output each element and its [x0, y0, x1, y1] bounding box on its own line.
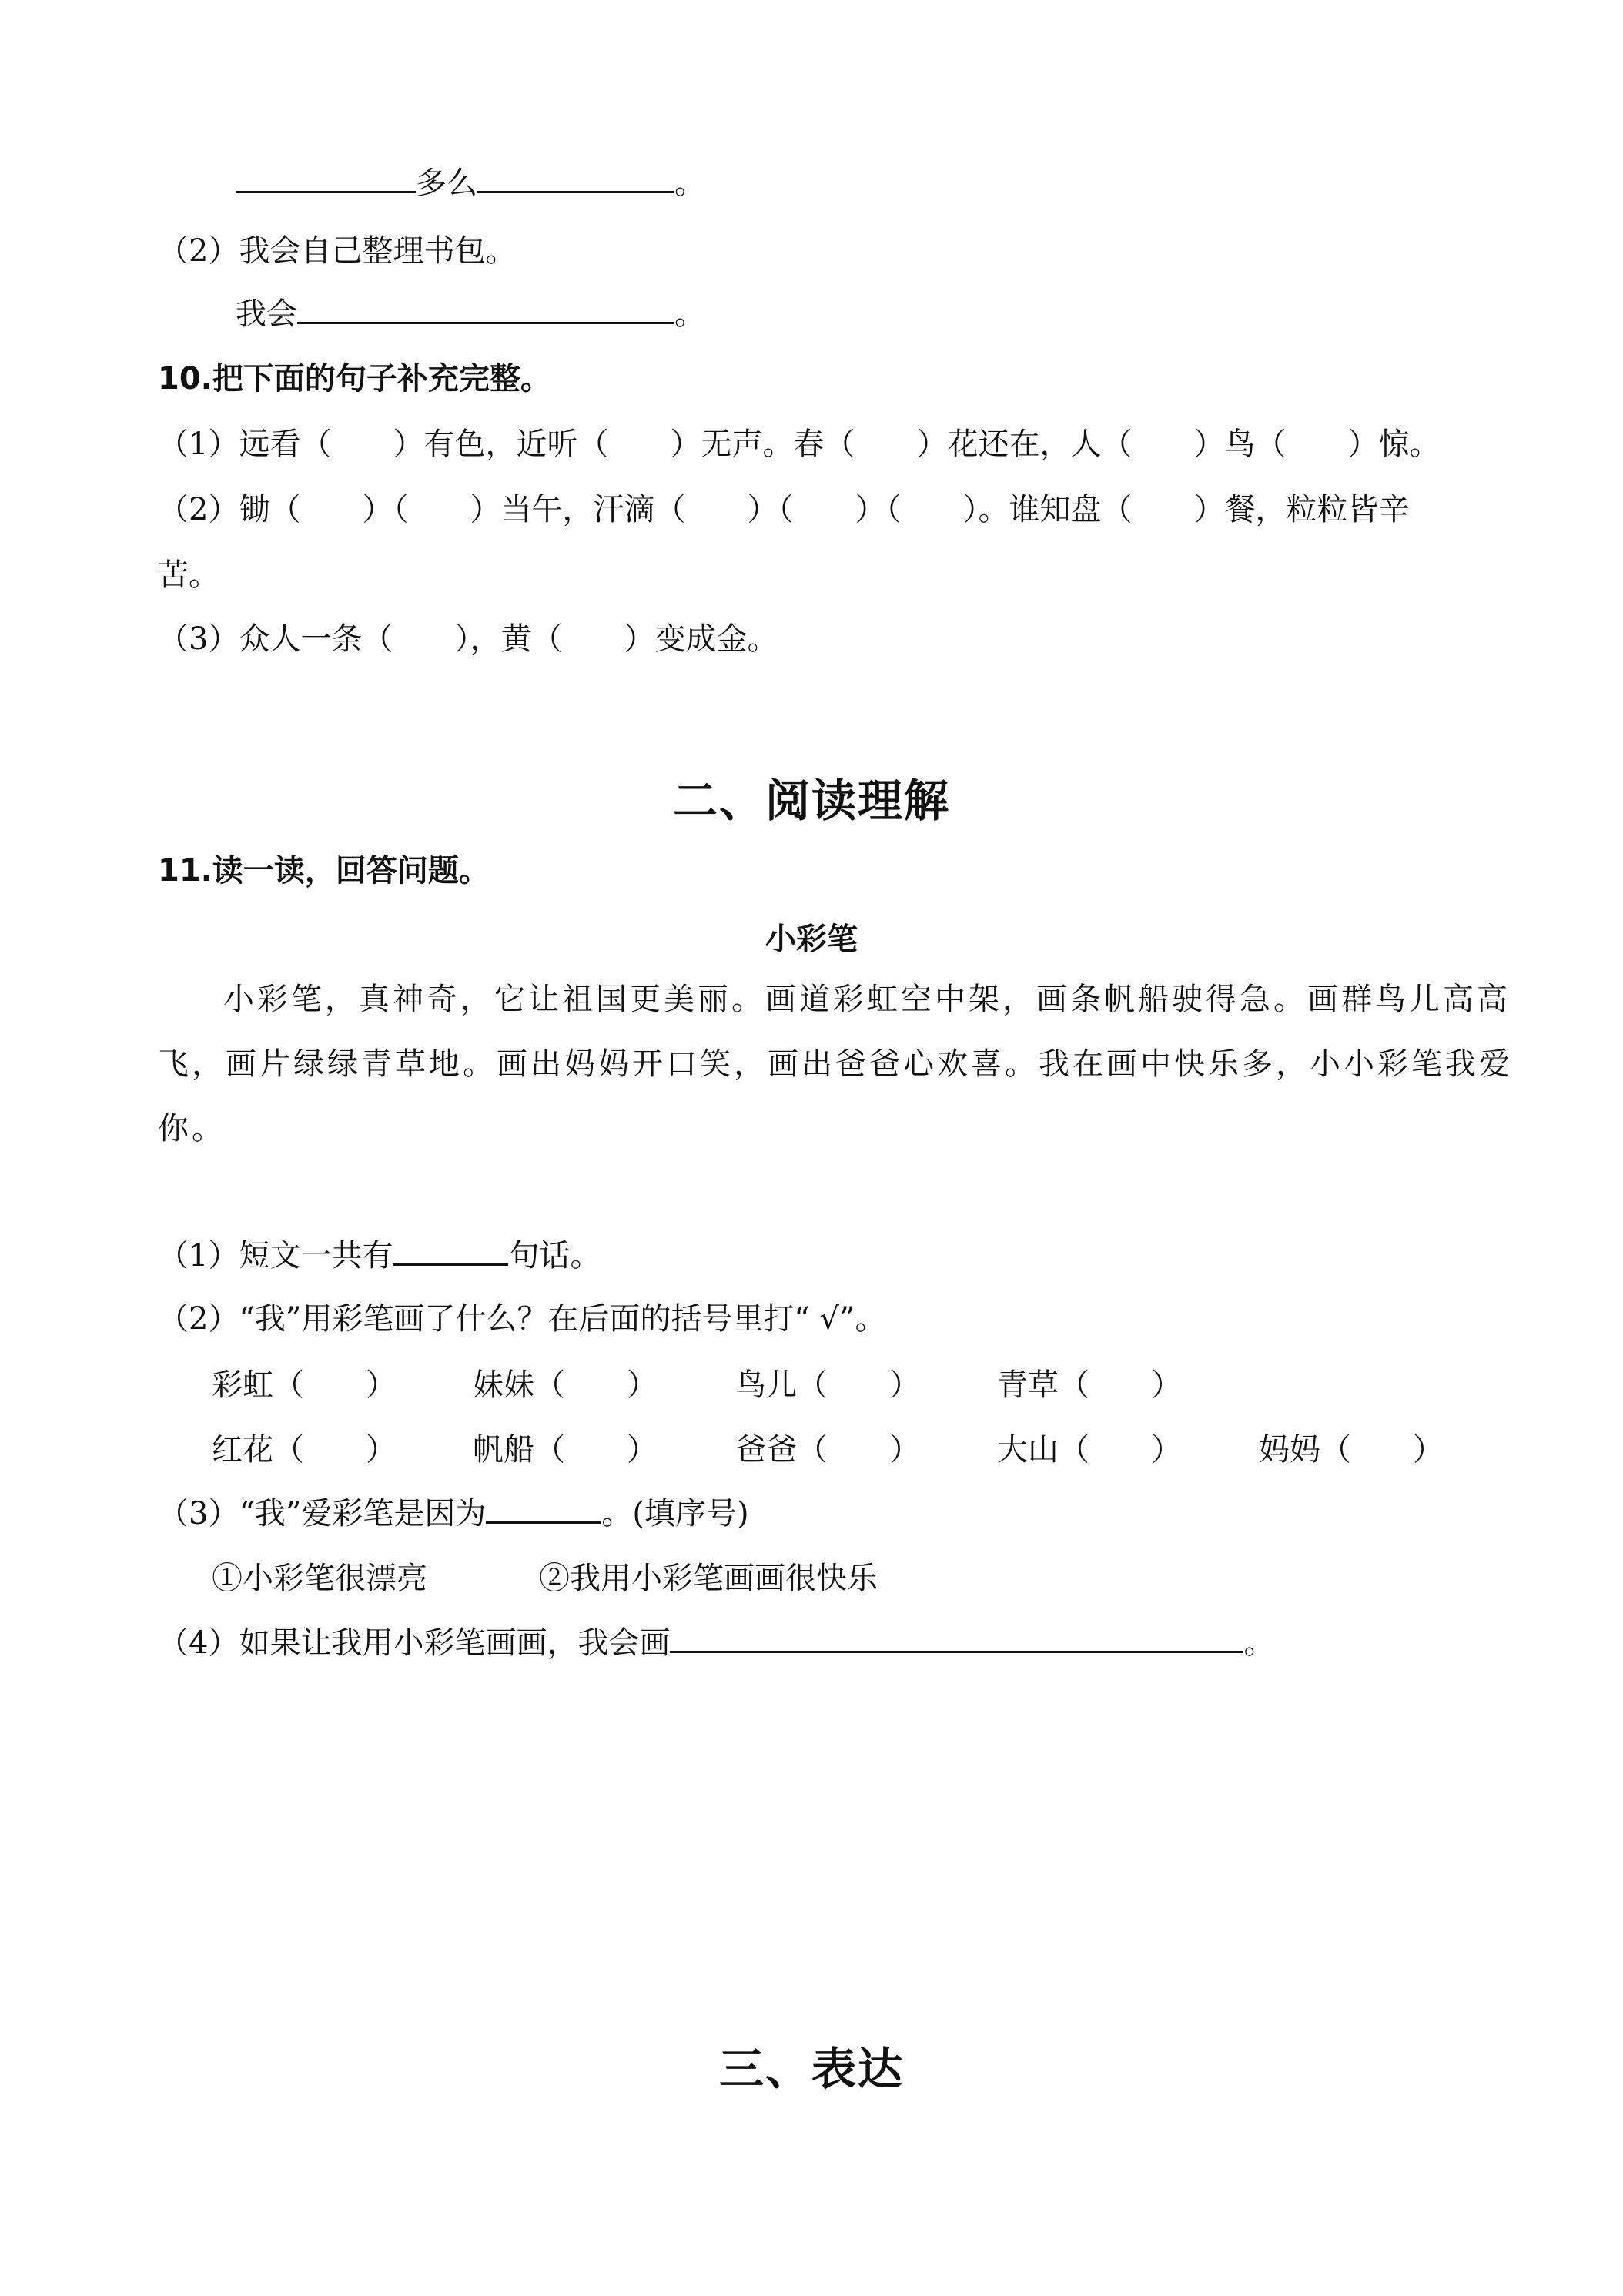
q10-line-3: （3）众人一条（ ），黄（ ）变成金。: [158, 621, 778, 657]
passage-line-3: 你。: [158, 1111, 226, 1146]
option-dashan[interactable]: 大山（ ）: [997, 1432, 1182, 1468]
answer-blank[interactable]: [297, 294, 674, 324]
passage-title: 小彩笔: [765, 922, 858, 957]
option-baba[interactable]: 爸爸（ ）: [735, 1432, 920, 1468]
q10-line-2b: 苦。: [158, 557, 219, 593]
option-meimei[interactable]: 妹妹（ ）: [473, 1367, 658, 1403]
choice-1: ①小彩笔很漂亮: [212, 1561, 427, 1596]
q9-2-answer-line: [236, 294, 705, 333]
option-fanchuan[interactable]: 帆船（ ）: [473, 1432, 658, 1468]
fill-line-duome: [236, 163, 705, 202]
sub-question-2: （2）“我”用彩笔画了什么？在后面的括号里打“ √”。: [158, 1301, 886, 1337]
sub-question-3-text: （3）“我”爱彩笔是因为: [158, 1496, 487, 1531]
sub-question-4-end: 。: [1243, 1625, 1275, 1661]
q10-line-1: （1）远看（ ）有色，近听（ ）无声。春（ ）花还在，人（ ）鸟（ ）惊。: [158, 427, 1441, 462]
sub-question-3-end: 。(填序号): [601, 1496, 749, 1531]
section-3-heading: 三、表达: [718, 2043, 904, 2095]
sub-question-4-text: （4）如果让我用小彩笔画画，我会画: [158, 1625, 671, 1661]
choice-2: ②我用小彩笔画画很快乐: [539, 1561, 878, 1596]
option-niaoer[interactable]: 鸟儿（ ）: [735, 1367, 920, 1403]
answer-blank[interactable]: [393, 1236, 508, 1266]
q9-2-prompt: （2）我会自己整理书包。: [158, 233, 517, 269]
q11-heading: 11.读一读，回答问题。: [158, 853, 490, 889]
sub-question-4: [158, 1623, 1274, 1662]
period: 。: [674, 166, 705, 201]
q10-line-2: （2）锄（ ）（ ）当午，汗滴（ ）（ ）（ ）。谁知盘（ ）餐，粒粒皆辛: [158, 492, 1410, 527]
lead-text: 我会: [236, 296, 297, 332]
option-caihong[interactable]: 彩虹（ ）: [212, 1367, 397, 1403]
answer-blank[interactable]: [670, 1623, 1243, 1653]
answer-blank[interactable]: [477, 163, 674, 193]
word-duome: 多么: [416, 166, 477, 201]
passage-line-2: 飞，画片绿绿青草地。画出妈妈开口笑，画出爸爸心欢喜。我在画中快乐多，小小彩笔我爱: [158, 1046, 1513, 1082]
sub-question-1-end: 句话。: [508, 1238, 601, 1274]
section-2-heading: 二、阅读理解: [672, 775, 950, 827]
answer-blank[interactable]: [236, 163, 416, 193]
sub-question-3: [158, 1494, 749, 1533]
answer-blank[interactable]: [486, 1494, 601, 1524]
q10-heading: 10.把下面的句子补充完整。: [158, 361, 551, 397]
option-mama[interactable]: 妈妈（ ）: [1259, 1432, 1444, 1468]
option-honghua[interactable]: 红花（ ）: [212, 1432, 397, 1468]
period: 。: [674, 296, 705, 332]
option-qingcao[interactable]: 青草（ ）: [997, 1367, 1182, 1403]
sub-question-1-text: （1）短文一共有: [158, 1238, 393, 1274]
passage-line-1: 小彩笔，真神奇，它让祖国更美丽。画道彩虹空中架，画条帆船驶得急。画群鸟儿高高: [223, 982, 1511, 1017]
sub-question-1: [158, 1236, 601, 1275]
